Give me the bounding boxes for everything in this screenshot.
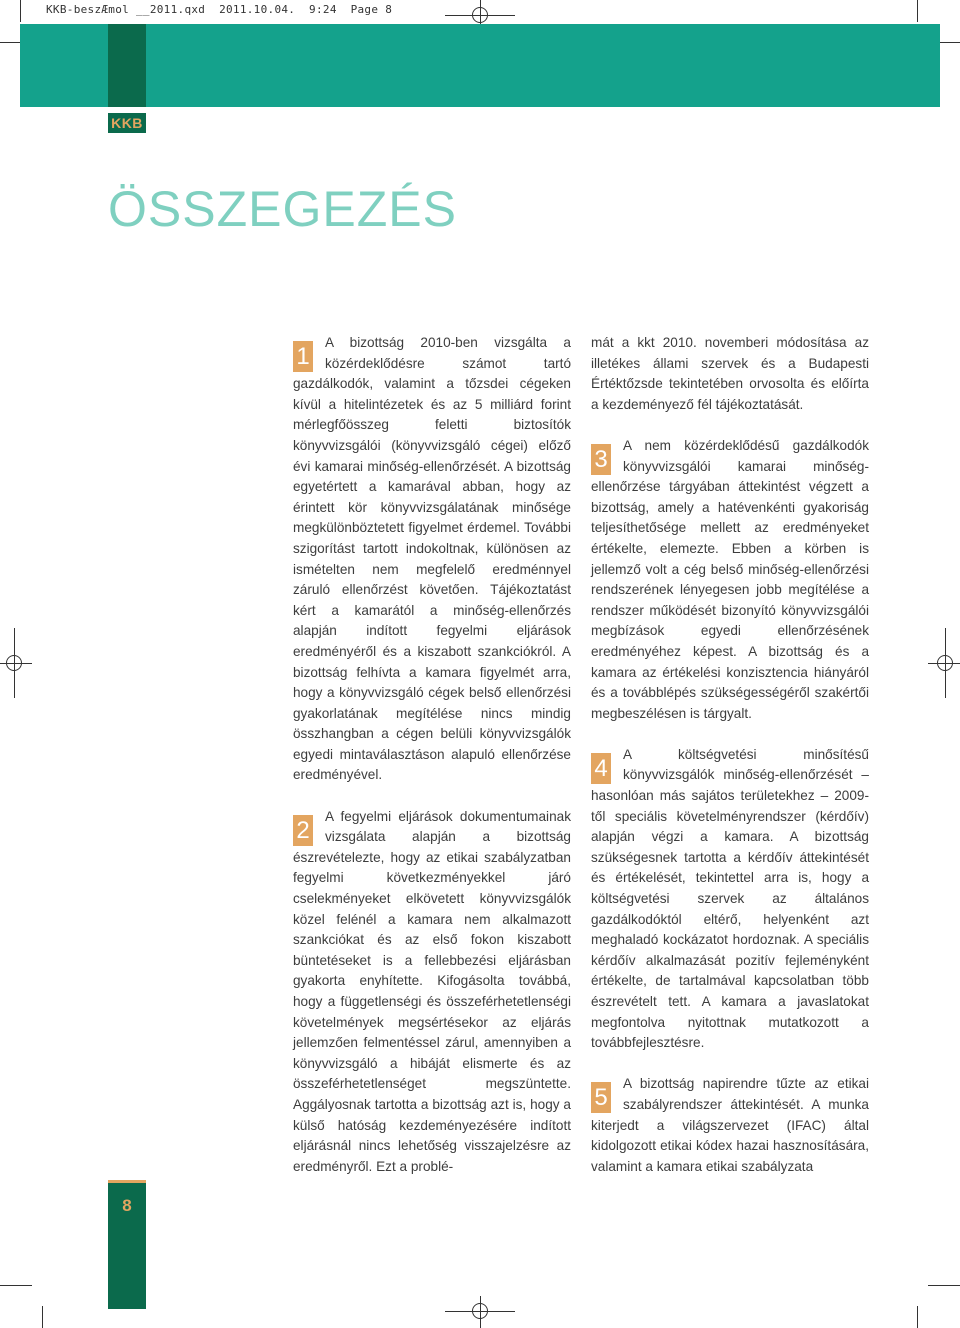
registration-line: [928, 663, 960, 664]
section-5-text: A bizottság napirendre tűzte az etikai szabályrendszer áttekintését. A munka kiterjedt a világszervezet (IFAC) által kidolgozott etikai kódex hazai hasznosítására, valamint a kamara etikai szabályzata: [591, 1076, 869, 1174]
registration-line: [480, 1296, 481, 1328]
crop-mark: [928, 1285, 960, 1286]
crop-mark: [940, 42, 960, 43]
section-number-4: 4: [591, 753, 611, 784]
header-band: [20, 24, 940, 107]
section-number-1: 1: [293, 341, 313, 372]
registration-line: [945, 628, 946, 698]
crop-mark: [917, 1306, 918, 1328]
page-title: ÖSSZEGEZÉS: [108, 181, 457, 237]
registration-line: [0, 663, 32, 664]
crop-mark: [42, 1306, 43, 1328]
section-4-text: A költségvetési minősítésű könyvvizsgálók minőség-ellenőrzését – hasonlóan más sajátos területekhez – 2009-től speciális követelményrendszer (kérdőív) alapján végzi a kamara. A bizottság szükségesnek tartotta a kérdőív áttekintését és értékelését, tekintettel arra is, hogy a költségvetési szervek az általános gazdálkodóktól eltérő, helyenként azt meghaladó kockázatot hordoznak. A speciális kérdőív alkalmazását pozitív fejleményként értékelte, de tartalmával kapcsolatban több észrevételt tett. A kamara a javaslatokat megfontolva nyitottnak mutatkozott a továbbfejlesztésre.: [591, 746, 869, 1051]
section-number-5: 5: [591, 1082, 611, 1113]
section-2-paragraph: [293, 807, 571, 1178]
page-number: 8: [122, 1196, 132, 1215]
kkb-logo: KKB: [108, 113, 146, 133]
section-2-continuation-text: mát a kkt 2010. novemberi módosítása az illetékes állami szervek és a Budapesti Értéktőzsde tekintetében orvosolta és előírta a kezdeményező fél tájékoztatását.: [591, 335, 869, 412]
right-column: [591, 333, 869, 1198]
crop-mark: [917, 0, 918, 22]
section-1-paragraph: [293, 333, 571, 786]
section-3-text: A nem közérdeklődésű gazdálkodók könyvvizsgálói kamarai minőség-ellenőrzése tárgyában áttekintést végzett a bizottság, amely a hatévenkénti gyakoriság teljesíthetősége mellett az eredményeket értékelte, elemezte. Ebben a körben is jellemző volt a cég belső minőség-ellenőrzési rendszerének lényegesen jobb megítélése a rendszer működését bizonyító könyvvizsgálói megbízások egyedi ellenőrzésének eredményéhez képest. A bizottság és a kamara az értékelési konzisztencia hiányáról és a továbblépés szükségességéről szakértői megbeszélésen is tárgyalt.: [591, 437, 869, 721]
crop-mark: [0, 42, 20, 43]
section-2-continuation: [591, 333, 869, 415]
slug-line: KKB-beszÆmol __2011.qxd 2011.10.04. 9:24 Page 8: [46, 3, 393, 16]
crop-mark: [0, 1285, 32, 1286]
section-4-paragraph: [591, 745, 869, 1054]
crop-mark: [20, 0, 21, 22]
registration-line: [14, 628, 15, 698]
section-5-paragraph: [591, 1074, 869, 1177]
header-stripe: [108, 24, 146, 107]
section-3-paragraph: [591, 436, 869, 724]
section-1-text: A bizottság 2010-ben vizsgálta a közérdeklődésre számot tartó gazdálkodók, valamint a tőzsdei cégeken kívül a hitelintézetek és az 5 milliárd forint mérlegfőösszeg feletti biztosítók könyvvizsgálói (könyvvizsgáló cégei) előző évi kamarai minőség-ellenőrzését. A bizottság egyetértett a kamarával abban, hogy az érintett kör könyvvizsgálatának minősége megkülönböztetett figyelmet érdemel. További szigorítást tartott indokoltnak, különösen az ismételten nem megfelelő eredménnyel záruló ellenőrzést követően. Tájékoztatást kért a kamarától a minőség-ellenőrzés alapján indított fegyelmi eljárások eredményéről és a kiszabott szankciókról. A bizottság felhívta a kamara figyelmét arra, hogy a könyvvizsgáló cégek belső ellenőrzési gyakorlatának megítélése nincs mindig összhangban a cégen belüli könyvvizsgálók egyedi mintaválasztáson alapuló ellenőrzése eredményével.: [293, 335, 571, 783]
section-2-text: A fegyelmi eljárások dokumentumainak vizsgálata alapján a bizottság észrevételezte, hogy az etikai szabályzatban fegyelmi következményekkel járó cselekményeket elkövetett könyvvizsgálók közel felénél a kamara nem alkalmazott szankciókat és az első fokon kiszabott büntetéseket is a fellebbezési eljárásban gyakorta enyhítette. Kifogásolta továbbá, hogy a függetlenségi és összeférhetetlenségi követelmények megsértésekor az eljárás jellemzően felmentéssel zárul, amennyiben a könyvvizsgáló a hibáját elismerte és az összeférhetetlenséget megszüntette. Aggályosnak tartotta a bizottság azt is, hogy a külső hatóság kezdeményezésére indított eljárásnál nincs lehetőség visszajelzésre az eredményről. Ezt a problé-: [293, 808, 571, 1174]
section-number-3: 3: [591, 444, 611, 475]
section-number-2: 2: [293, 815, 313, 846]
left-column: [293, 333, 571, 1198]
